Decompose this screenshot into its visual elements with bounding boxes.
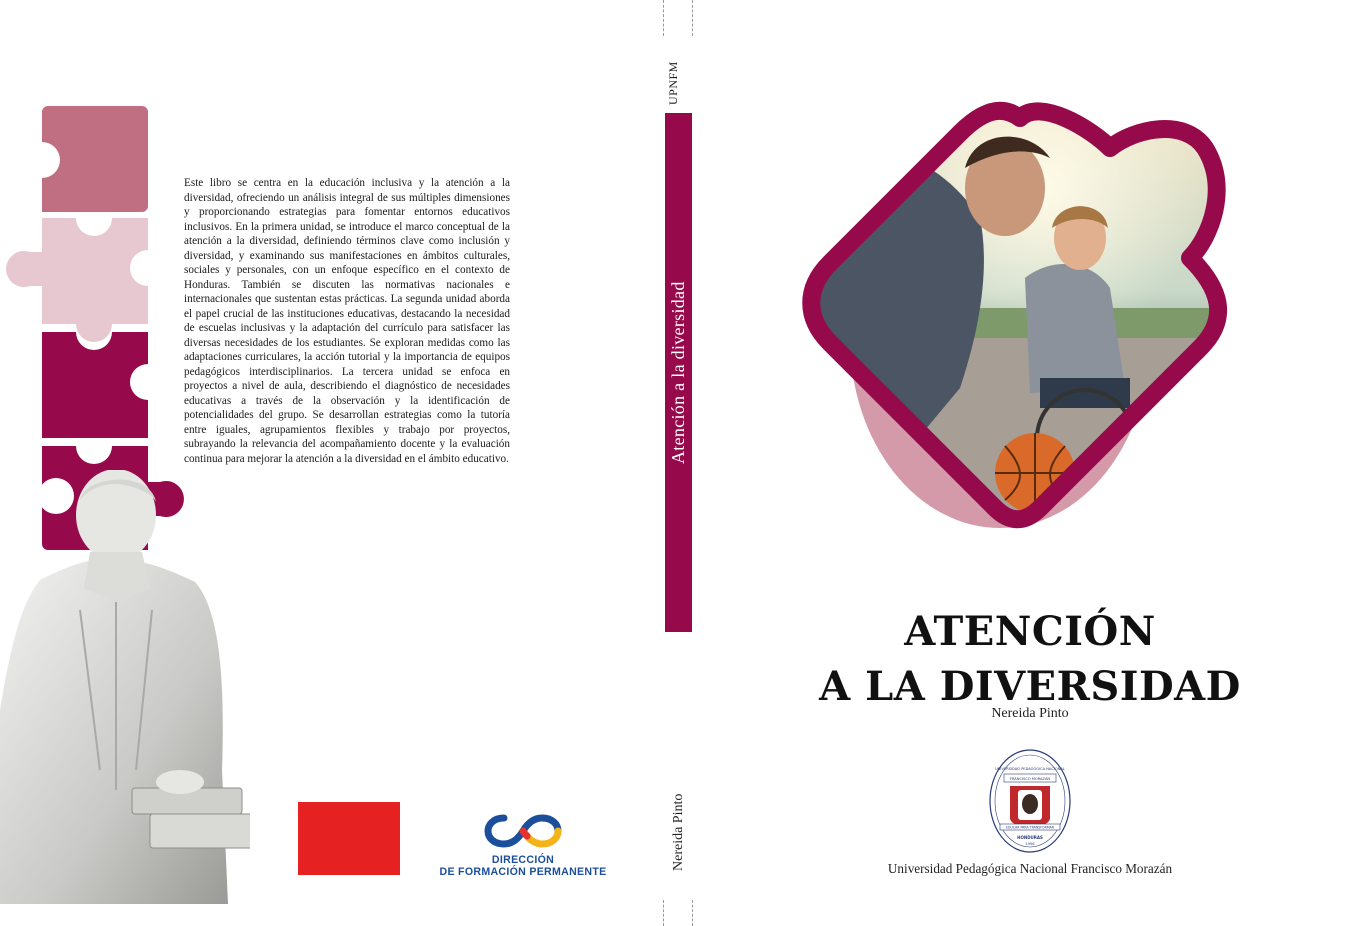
logo-line-2: DE FORMACIÓN PERMANENTE xyxy=(439,866,607,878)
puzzle-piece-2 xyxy=(6,218,148,342)
puzzle-piece-3 xyxy=(42,332,148,438)
seal-name-text: FRANCISCO MORAZÁN xyxy=(1009,777,1051,781)
logo-line-1: DIRECCIÓN xyxy=(491,854,555,866)
spine-title: Atención a la diversidad xyxy=(668,281,688,464)
seal-year-text: 1956 xyxy=(1025,842,1035,846)
puzzle-piece-1 xyxy=(42,106,148,212)
spine-code: UPNFM xyxy=(666,61,680,105)
book-title-line-1: ATENCIÓN xyxy=(904,608,1156,655)
cover-photo-puzzle xyxy=(790,88,1250,538)
book-title-line-2: A LA DIVERSIDAD xyxy=(819,663,1241,710)
book-author: Nereida Pinto xyxy=(991,706,1069,721)
fold-mark-bottom-right xyxy=(692,900,693,926)
seal-top-text: UNIVERSIDAD PEDAGÓGICA NACIONAL xyxy=(995,767,1065,771)
seal-country-text: HONDURAS xyxy=(1017,835,1043,840)
back-cover-blurb: Este libro se centra en la educación inclusiva y la atención a la diversidad, ofreciendo un análisis integral de sus múltiples dimensiones y proporcionando estrategias para fomentar entornos educativos inclusivos. En la primera unidad, se introduce el marco conceptual de la atención a la diversidad, definiendo términos clave como inclusión y diversidad, y examinando sus manifestaciones en ámbitos culturales, sociales y personales, con un enfoque específico en el contexto de Honduras. También se discuten las normativas nacionales e internacionales que sustentan estas prácticas. La segunda unidad aborda el papel crucial de las instituciones educativas, destacando la necesidad de escuelas inclusivas y la adaptación del currículo para satisfacer las diversas necesidades de los estudiantes. Se exploran medidas como las adaptaciones curriculares, la acción tutorial y la importancia de equipos pedagógicos interdisciplinarios. La tercera unidad se enfoca en proyectos a nivel de aula, describiendo el diagnóstico de necesidades educativas a través de la observación y la identificación de potencialidades del grupo. Se desarrollan estrategias como la tutoría entre iguales, agrupamientos flexibles y trabajo por proyectos, subrayando la relevancia del acompañamiento docente y la evaluación continua para mejorar la atención a la diversidad en el ámbito educativo. xyxy=(184,177,510,465)
seal-motto-text: EDUCAR PARA TRANSFORMAR xyxy=(1006,825,1054,830)
red-logo-block xyxy=(298,802,400,875)
infinity-icon xyxy=(484,812,562,850)
fold-mark-top-right xyxy=(692,0,693,36)
book-title xyxy=(790,604,1270,714)
university-seal xyxy=(988,748,1072,854)
university-name: Universidad Pedagógica Nacional Francisco Morazán xyxy=(887,861,1173,876)
fold-mark-top-left xyxy=(663,0,664,36)
direccion-formacion-permanente-logo xyxy=(438,810,608,882)
statue-image xyxy=(0,470,250,904)
fold-mark-bottom-left xyxy=(663,900,664,926)
spine-author: Nereida Pinto xyxy=(671,793,686,871)
